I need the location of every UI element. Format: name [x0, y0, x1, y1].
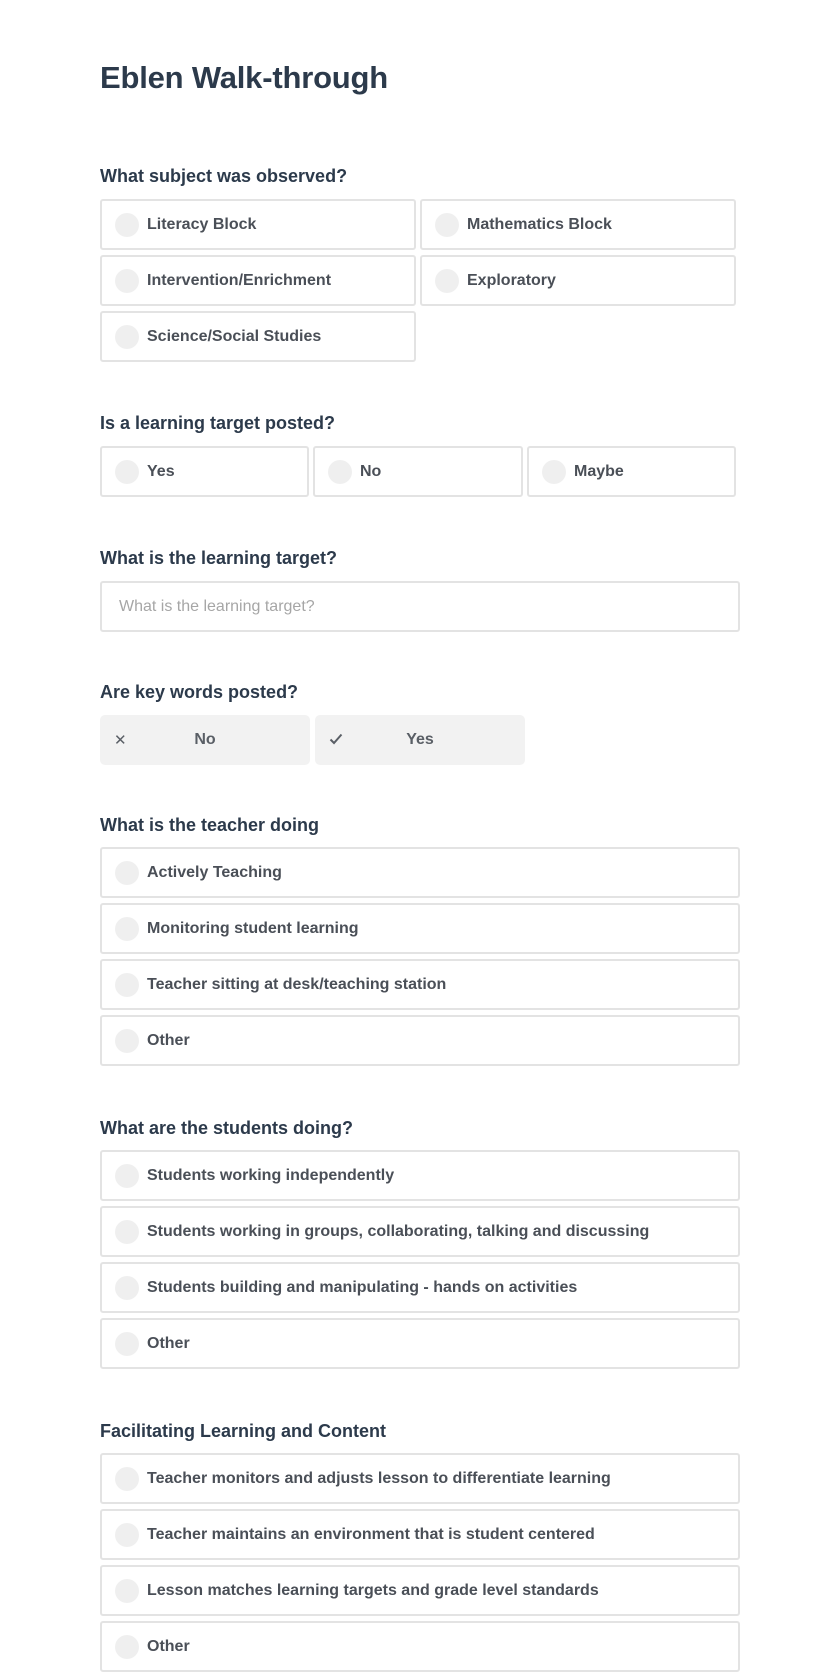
radio-icon — [115, 213, 139, 237]
question-subject-label: What subject was observed? — [100, 166, 348, 186]
radio-icon — [115, 1579, 139, 1603]
form-title: Eblen Walk-through — [100, 60, 389, 95]
option-label: Science/Social Studies — [147, 327, 322, 345]
students-option-independent[interactable] — [100, 1150, 740, 1201]
students-option-groups[interactable] — [100, 1206, 740, 1257]
radio-icon — [542, 460, 566, 484]
students-option-other[interactable] — [100, 1318, 740, 1369]
subject-option-literacy[interactable] — [100, 199, 416, 250]
teacher-option-other[interactable] — [100, 1015, 740, 1066]
radio-icon — [115, 861, 139, 885]
option-label: Literacy Block — [147, 215, 257, 233]
keywords-no-button[interactable] — [100, 715, 310, 765]
option-label: No — [360, 462, 382, 480]
question-facilitating-label: Facilitating Learning and Content — [100, 1421, 387, 1441]
close-icon: ✕ — [114, 731, 127, 749]
option-label: Other — [147, 1031, 190, 1049]
subject-option-intervention[interactable] — [100, 255, 416, 306]
check-icon — [329, 733, 343, 748]
facilitating-option-differentiate[interactable] — [100, 1453, 740, 1504]
check-icon-svg — [329, 733, 343, 745]
radio-icon — [115, 1635, 139, 1659]
students-option-hands-on[interactable] — [100, 1262, 740, 1313]
facilitating-option-student-centered[interactable] — [100, 1509, 740, 1560]
radio-icon — [115, 325, 139, 349]
option-label: Students working independently — [147, 1166, 395, 1184]
question-keywords-label: Are key words posted? — [100, 682, 299, 702]
option-label: Other — [147, 1637, 190, 1655]
radio-icon — [115, 1467, 139, 1491]
keywords-yes-label: Yes — [406, 731, 434, 748]
option-label: Students working in groups, collaborating, talking and discussing — [147, 1222, 650, 1240]
radio-icon — [115, 1220, 139, 1244]
option-label: Intervention/Enrichment — [147, 271, 332, 289]
question-target-label: What is the learning target? — [100, 548, 338, 568]
option-label: Maybe — [574, 462, 624, 480]
radio-icon — [328, 460, 352, 484]
target-posted-option-no[interactable] — [313, 446, 523, 497]
subject-option-science[interactable] — [100, 311, 416, 362]
subject-option-mathematics[interactable] — [420, 199, 736, 250]
facilitating-option-standards[interactable] — [100, 1565, 740, 1616]
keywords-yes-button[interactable] — [315, 715, 525, 765]
teacher-option-monitoring[interactable] — [100, 903, 740, 954]
target-posted-option-maybe[interactable] — [527, 446, 736, 497]
question-teacher-label: What is the teacher doing — [100, 815, 320, 835]
option-label: Students building and manipulating - hands on activities — [147, 1278, 578, 1296]
radio-icon — [115, 1276, 139, 1300]
learning-target-input[interactable] — [100, 581, 740, 632]
radio-icon — [435, 213, 459, 237]
keywords-no-label: No — [194, 731, 216, 748]
question-students-label: What are the students doing? — [100, 1118, 354, 1138]
teacher-option-sitting[interactable] — [100, 959, 740, 1010]
question-target-posted-label: Is a learning target posted? — [100, 413, 336, 433]
radio-icon — [115, 1029, 139, 1053]
radio-icon — [115, 973, 139, 997]
radio-icon — [115, 1523, 139, 1547]
radio-icon — [115, 917, 139, 941]
option-label: Teacher sitting at desk/teaching station — [147, 975, 447, 993]
option-label: Yes — [147, 462, 175, 480]
option-label: Actively Teaching — [147, 863, 282, 881]
option-label: Other — [147, 1334, 190, 1352]
radio-icon — [435, 269, 459, 293]
subject-option-exploratory[interactable] — [420, 255, 736, 306]
radio-icon — [115, 269, 139, 293]
radio-icon — [115, 1332, 139, 1356]
teacher-option-actively-teaching[interactable] — [100, 847, 740, 898]
radio-icon — [115, 1164, 139, 1188]
option-label: Lesson matches learning targets and grade level standards — [147, 1581, 599, 1599]
facilitating-option-other[interactable] — [100, 1621, 740, 1672]
option-label: Monitoring student learning — [147, 919, 359, 937]
radio-icon — [115, 460, 139, 484]
option-label: Teacher maintains an environment that is student centered — [147, 1525, 595, 1543]
option-label: Mathematics Block — [467, 215, 612, 233]
option-label: Exploratory — [467, 271, 556, 289]
target-posted-option-yes[interactable] — [100, 446, 309, 497]
option-label: Teacher monitors and adjusts lesson to differentiate learning — [147, 1469, 611, 1487]
